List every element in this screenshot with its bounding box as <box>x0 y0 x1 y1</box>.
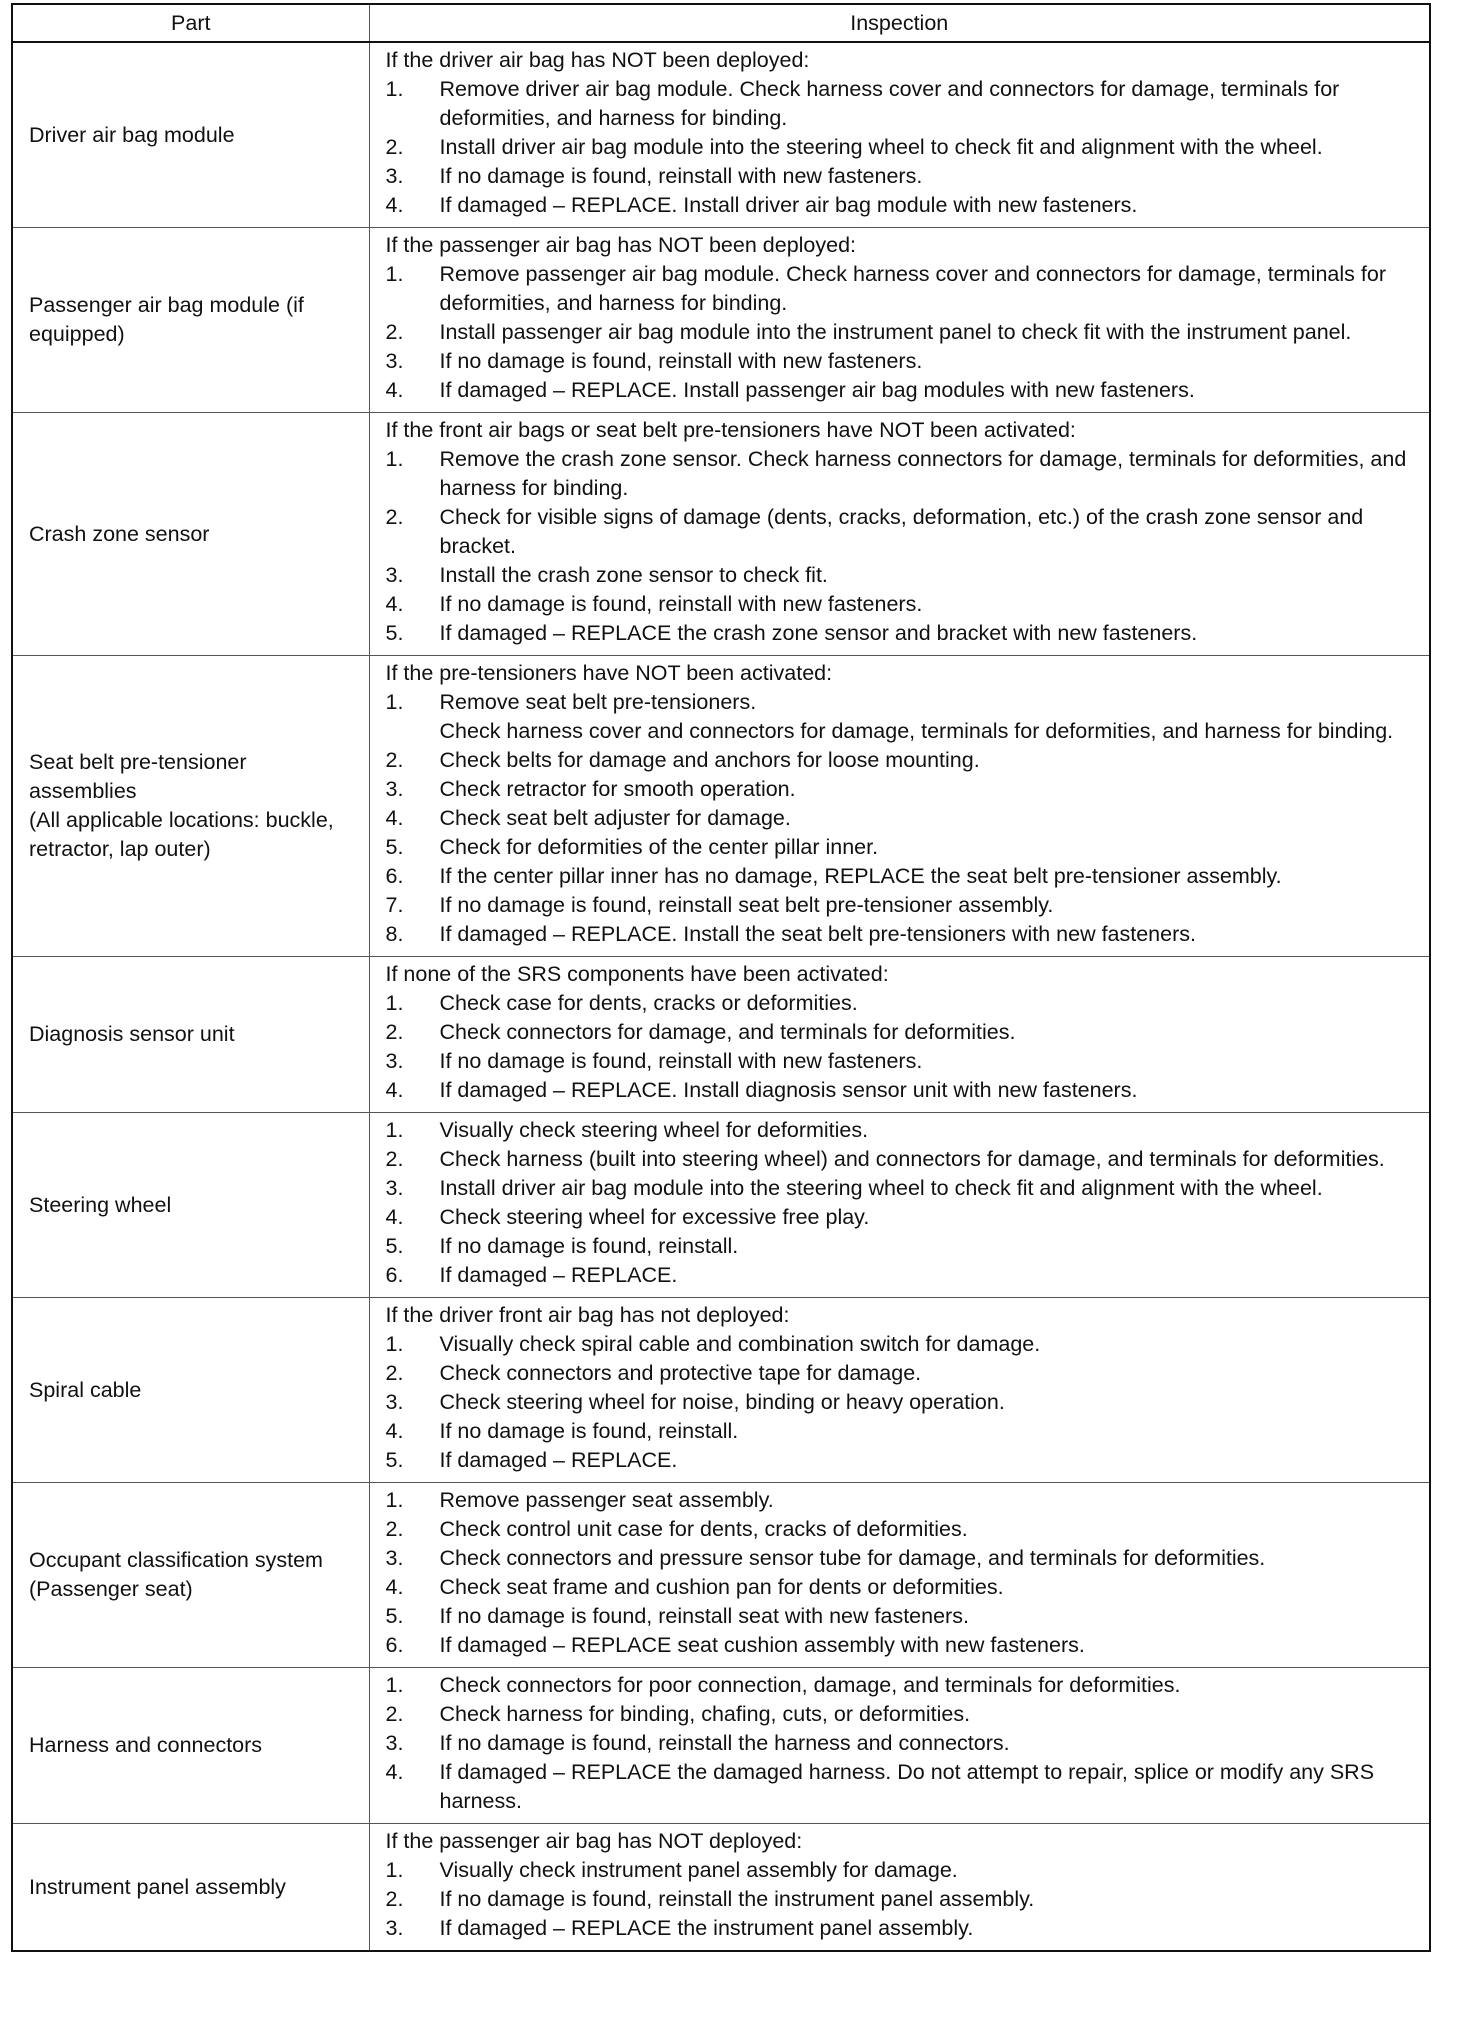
table-row <box>12 42 1430 228</box>
step-number: 2. <box>385 505 404 529</box>
step-number: 5. <box>385 1448 404 1472</box>
step-text: If no damage is found, reinstall with new fasteners. <box>439 1049 923 1073</box>
inspection-step <box>386 133 1422 162</box>
step-number: 2. <box>385 1147 404 1171</box>
step-number: 1. <box>385 1858 404 1882</box>
step-number: 4. <box>385 1575 404 1599</box>
step-number: 6. <box>385 1633 404 1657</box>
part-name: Occupant classification system (Passenger seat) <box>29 1548 323 1601</box>
step-text: Remove driver air bag module. Check harness cover and connectors for damage, terminals for deformities, and harness for binding. <box>439 77 1340 130</box>
inspection-step <box>386 619 1422 648</box>
step-number: 5. <box>385 621 404 645</box>
step-number: 2. <box>385 748 404 772</box>
inspection-cell <box>369 42 1430 228</box>
inspection-step <box>386 1203 1422 1232</box>
part-name: Instrument panel assembly <box>29 1874 286 1899</box>
step-number: 1. <box>385 262 404 286</box>
step-number: 4. <box>385 378 404 402</box>
step-text: Check seat frame and cushion pan for dents or deformities. <box>439 1575 1004 1599</box>
step-text: If no damage is found, reinstall. <box>439 1234 739 1258</box>
inspection-table <box>11 3 1431 1952</box>
inspection-step <box>386 162 1422 191</box>
part-cell <box>12 1483 369 1668</box>
step-text: Check connectors and protective tape for damage. <box>439 1361 922 1385</box>
step-text: Install the crash zone sensor to check fit. <box>439 563 828 587</box>
step-number: 1. <box>385 1673 404 1697</box>
part-cell <box>12 228 369 413</box>
inspection-condition: If the driver air bag has NOT been deployed: <box>385 48 810 72</box>
inspection-step <box>386 561 1422 590</box>
step-number: 1. <box>385 991 404 1015</box>
inspection-step <box>386 1232 1422 1261</box>
step-number: 2. <box>385 320 404 344</box>
step-text: Check connectors and pressure sensor tube for damage, and terminals for deformities. <box>439 1546 1266 1570</box>
step-text: Check harness for binding, chafing, cuts, or deformities. <box>439 1702 971 1726</box>
header-row <box>12 4 1430 42</box>
inspection-step <box>386 891 1422 920</box>
part-name: Harness and connectors <box>29 1733 263 1757</box>
step-text: If no damage is found, reinstall with new fasteners. <box>439 592 923 616</box>
inspection-step <box>386 1729 1422 1758</box>
part-cell <box>12 42 369 228</box>
step-text: If damaged – REPLACE. Install passenger air bag modules with new fasteners. <box>439 378 1195 402</box>
inspection-cell <box>369 1298 1430 1483</box>
inspection-step <box>386 260 1422 318</box>
table-row <box>12 228 1430 413</box>
table-row <box>12 1824 1430 1952</box>
step-text: Check belts for damage and anchors for loose mounting. <box>439 748 980 772</box>
inspection-cell <box>369 228 1430 413</box>
inspection-condition: If the front air bags or seat belt pre-tensioners have NOT been activated: <box>385 418 1076 442</box>
step-number: 3. <box>385 349 404 373</box>
step-text: If damaged – REPLACE. <box>439 1263 678 1287</box>
step-text: Remove seat belt pre-tensioners. Check harness cover and connectors for damage, terminals for deformities, and harness for binding. <box>439 690 1394 743</box>
inspection-step <box>386 1486 1422 1515</box>
inspection-step <box>386 590 1422 619</box>
inspection-step <box>386 1631 1422 1660</box>
inspection-step <box>386 376 1422 405</box>
step-text: If no damage is found, reinstall with new fasteners. <box>439 349 923 373</box>
part-name: Seat belt pre-tensioner assemblies <box>29 750 247 803</box>
step-number: 3. <box>385 1916 404 1940</box>
step-number: 1. <box>385 1488 404 1512</box>
part-name: Diagnosis sensor unit <box>29 1022 235 1046</box>
step-number: 4. <box>385 193 404 217</box>
inspection-step <box>386 804 1422 833</box>
step-number: 4. <box>385 1078 404 1102</box>
inspection-cell <box>369 1483 1430 1668</box>
table-row <box>12 1483 1430 1668</box>
step-number: 3. <box>385 1390 404 1414</box>
step-number: 8. <box>385 922 404 946</box>
step-number: 3. <box>385 1049 404 1073</box>
step-text: Visually check instrument panel assembly for damage. <box>439 1858 958 1882</box>
step-text: Check connectors for poor connection, damage, and terminals for deformities. <box>439 1673 1181 1697</box>
step-text: If damaged – REPLACE. Install the seat belt pre-tensioners with new fasteners. <box>439 922 1196 946</box>
inspection-step <box>386 746 1422 775</box>
step-text: If damaged – REPLACE. Install driver air bag module with new fasteners. <box>439 193 1138 217</box>
step-text: Check harness (built into steering wheel) and connectors for damage, and terminals for deformities. <box>439 1147 1385 1171</box>
inspection-step <box>386 1076 1422 1105</box>
part-name: (All applicable locations: buckle, retractor, lap outer) <box>29 808 334 861</box>
inspection-column-header: Inspection <box>369 4 1430 42</box>
inspection-step <box>386 1544 1422 1573</box>
step-text: Visually check spiral cable and combination switch for damage. <box>439 1332 1041 1356</box>
step-text: If damaged – REPLACE the instrument panel assembly. <box>439 1916 974 1940</box>
inspection-condition: If the driver front air bag has not deployed: <box>385 1303 790 1327</box>
inspection-step <box>386 1261 1422 1290</box>
inspection-step <box>386 1417 1422 1446</box>
inspection-step <box>386 503 1422 561</box>
step-text: Install passenger air bag module into the instrument panel to check fit with the instrument panel. <box>439 320 1352 344</box>
inspection-cell <box>369 957 1430 1113</box>
step-text: Remove the crash zone sensor. Check harness connectors for damage, terminals for deformities, and harness for binding. <box>439 447 1407 500</box>
step-number: 5. <box>385 835 404 859</box>
step-number: 4. <box>385 1419 404 1443</box>
inspection-condition: If the passenger air bag has NOT deployed: <box>385 1829 803 1853</box>
inspection-step <box>386 989 1422 1018</box>
step-text: If no damage is found, reinstall the instrument panel assembly. <box>439 1887 1035 1911</box>
step-text: Check case for dents, cracks or deformities. <box>439 991 858 1015</box>
step-number: 5. <box>385 1234 404 1258</box>
step-text: Remove passenger air bag module. Check harness cover and connectors for damage, terminals for deformities, and harness for binding. <box>439 262 1386 315</box>
step-number: 3. <box>385 563 404 587</box>
step-text: Check for visible signs of damage (dents, cracks, deformation, etc.) of the crash zone sensor and bracket. <box>439 505 1364 558</box>
part-cell <box>12 413 369 656</box>
step-text: Install driver air bag module into the steering wheel to check fit and alignment with the wheel. <box>439 135 1323 159</box>
step-number: 3. <box>385 1731 404 1755</box>
inspection-step <box>386 1700 1422 1729</box>
inspection-step <box>386 1573 1422 1602</box>
table-row <box>12 413 1430 656</box>
part-cell <box>12 1824 369 1952</box>
step-number: 4. <box>385 592 404 616</box>
inspection-cell <box>369 1668 1430 1824</box>
step-number: 2. <box>385 1361 404 1385</box>
inspection-condition: If the pre-tensioners have NOT been activated: <box>385 661 833 685</box>
step-number: 1. <box>385 77 404 101</box>
table-row <box>12 1668 1430 1824</box>
inspection-step <box>386 191 1422 220</box>
inspection-step <box>386 1145 1422 1174</box>
step-text: If no damage is found, reinstall seat belt pre-tensioner assembly. <box>439 893 1054 917</box>
inspection-step <box>386 1174 1422 1203</box>
step-number: 2. <box>385 1020 404 1044</box>
part-cell <box>12 957 369 1113</box>
inspection-step <box>386 75 1422 133</box>
inspection-step <box>386 1446 1422 1475</box>
step-text: Remove passenger seat assembly. <box>439 1488 774 1512</box>
step-text: Check connectors for damage, and terminals for deformities. <box>439 1020 1016 1044</box>
inspection-step <box>386 1914 1422 1943</box>
step-number: 1. <box>385 1118 404 1142</box>
inspection-step <box>386 445 1422 503</box>
inspection-step <box>386 1885 1422 1914</box>
step-number: 3. <box>385 1546 404 1570</box>
step-text: If damaged – REPLACE the crash zone sensor and bracket with new fasteners. <box>439 621 1198 645</box>
table-body <box>12 42 1430 1951</box>
part-name: Passenger air bag module (if equipped) <box>29 293 304 346</box>
part-column-header: Part <box>12 4 369 42</box>
step-number: 4. <box>385 1760 404 1784</box>
step-text: If damaged – REPLACE seat cushion assembly with new fasteners. <box>439 1633 1085 1657</box>
inspection-step <box>386 1359 1422 1388</box>
part-cell <box>12 656 369 957</box>
part-cell <box>12 1113 369 1298</box>
step-text: Check for deformities of the center pillar inner. <box>439 835 879 859</box>
inspection-step <box>386 862 1422 891</box>
inspection-step <box>386 775 1422 804</box>
inspection-step <box>386 318 1422 347</box>
table-row <box>12 656 1430 957</box>
inspection-step <box>386 1515 1422 1544</box>
step-text: If the center pillar inner has no damage, REPLACE the seat belt pre-tensioner assembly. <box>439 864 1282 888</box>
step-text: Visually check steering wheel for deformities. <box>439 1118 869 1142</box>
step-number: 6. <box>385 864 404 888</box>
step-number: 1. <box>385 447 404 471</box>
inspection-step <box>386 1602 1422 1631</box>
inspection-step <box>386 1047 1422 1076</box>
step-text: If no damage is found, reinstall. <box>439 1419 739 1443</box>
step-text: If no damage is found, reinstall the harness and connectors. <box>439 1731 1010 1755</box>
step-text: Install driver air bag module into the steering wheel to check fit and alignment with the wheel. <box>439 1176 1323 1200</box>
inspection-cell <box>369 1824 1430 1952</box>
step-number: 3. <box>385 1176 404 1200</box>
part-name: Driver air bag module <box>29 122 235 147</box>
step-text: If damaged – REPLACE. Install diagnosis sensor unit with new fasteners. <box>439 1078 1138 1102</box>
step-text: Check steering wheel for noise, binding or heavy operation. <box>439 1390 1005 1414</box>
step-number: 1. <box>385 690 404 714</box>
inspection-cell <box>369 1113 1430 1298</box>
inspection-step <box>386 1116 1422 1145</box>
step-text: Check control unit case for dents, cracks of deformities. <box>439 1517 968 1541</box>
inspection-step <box>386 1758 1422 1816</box>
part-cell <box>12 1668 369 1824</box>
step-number: 2. <box>385 1887 404 1911</box>
step-text: Check seat belt adjuster for damage. <box>439 806 791 830</box>
inspection-condition: If the passenger air bag has NOT been deployed: <box>385 233 857 257</box>
part-cell <box>12 1298 369 1483</box>
step-text: If no damage is found, reinstall with new fasteners. <box>439 164 923 188</box>
step-text: Check steering wheel for excessive free play. <box>439 1205 870 1229</box>
step-number: 3. <box>385 164 404 188</box>
inspection-step <box>386 1330 1422 1359</box>
step-number: 1. <box>385 1332 404 1356</box>
inspection-cell <box>369 656 1430 957</box>
step-number: 7. <box>385 893 404 917</box>
inspection-step <box>386 1856 1422 1885</box>
step-number: 5. <box>385 1604 404 1628</box>
step-number: 6. <box>385 1263 404 1287</box>
step-text: Check retractor for smooth operation. <box>439 777 796 801</box>
inspection-step <box>386 920 1422 949</box>
part-name: Crash zone sensor <box>29 521 210 546</box>
step-text: If damaged – REPLACE the damaged harness. Do not attempt to repair, splice or modify any SRS harness. <box>439 1760 1375 1813</box>
table-row <box>12 1113 1430 1298</box>
part-name: Spiral cable <box>29 1377 142 1402</box>
step-number: 4. <box>385 1205 404 1229</box>
table-row <box>12 957 1430 1113</box>
part-name: Steering wheel <box>29 1192 172 1217</box>
inspection-step <box>386 347 1422 376</box>
inspection-step <box>386 1018 1422 1047</box>
step-number: 2. <box>385 1702 404 1726</box>
step-number: 4. <box>385 806 404 830</box>
inspection-step <box>386 1671 1422 1700</box>
step-number: 2. <box>385 1517 404 1541</box>
inspection-step <box>386 688 1422 746</box>
inspection-step <box>386 833 1422 862</box>
inspection-cell <box>369 413 1430 656</box>
table-row <box>12 1298 1430 1483</box>
inspection-condition: If none of the SRS components have been activated: <box>385 962 889 986</box>
step-number: 3. <box>385 777 404 801</box>
inspection-step <box>386 1388 1422 1417</box>
step-number: 2. <box>385 135 404 159</box>
step-text: If no damage is found, reinstall seat with new fasteners. <box>439 1604 969 1628</box>
step-text: If damaged – REPLACE. <box>439 1448 678 1472</box>
